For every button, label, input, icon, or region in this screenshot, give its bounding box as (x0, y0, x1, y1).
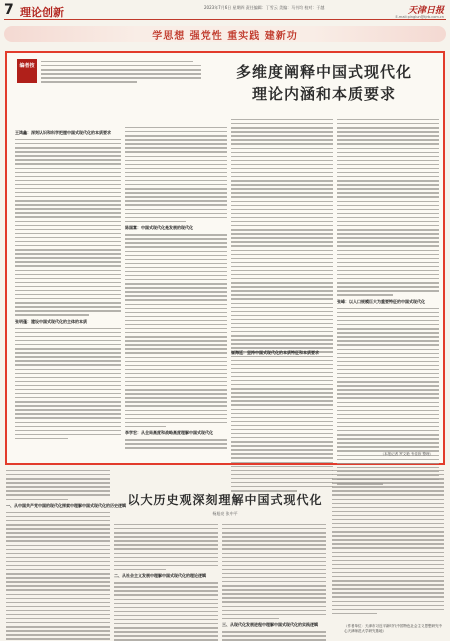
subhead-2: 陈国富：中国式现代化是发展的现代化 (125, 225, 193, 231)
column-3 (231, 119, 333, 494)
lower-column-1 (6, 470, 126, 641)
masthead (4, 2, 446, 20)
subhead-6: 张峰：以人口规模巨大为重要特征的中国式现代化 (337, 298, 425, 304)
subhead-3: 张明蓬：建设中国式现代化的主体的本质 (15, 318, 87, 324)
article-headline (209, 61, 439, 105)
lower-column-3 (222, 524, 326, 641)
author-affiliation: （作者单位：天津市习近平新时代中国特色社会主义思想研究中心天津师范大学研究基地） (344, 624, 442, 633)
slogan-banner (4, 22, 446, 46)
subhead-1: 王鸿鑫：深刻认识和科学把握中国式现代化的本质要求 (15, 130, 111, 135)
column-4 (337, 119, 439, 487)
slogan-text: 学思想 强党性 重实践 建新功 (152, 31, 298, 42)
lower-subhead-3: 三、从现代化发展进程中理解中国式现代化的实践逻辑 (222, 622, 318, 628)
column-3-lower (231, 347, 441, 359)
headline-line-2: 理论内涵和本质要求 (251, 85, 396, 103)
section-title: 理论创新 (20, 6, 64, 19)
headline-line-1: 多维度阐释中国式现代化 (235, 63, 412, 81)
subhead-5: 崔海廷：坚持中国式现代化的本质特征和本质要求 (231, 350, 319, 355)
issue-info: 2023年7月6日 星期四 责任编辑：丁雪云 美编：马书均 校对：于越 (204, 5, 325, 10)
lower-article-title: 以大历史观深刻理解中国式现代化 (127, 493, 323, 507)
contact-email: E-mail:pinglun@tjrb.com.cn (395, 15, 444, 19)
article-byline: （本报记者 罗文艳 韦佳欣 整理） (380, 452, 433, 456)
lower-article-author: 杨旭亮 张中平 (212, 511, 238, 516)
subhead-4: 李学宏：从全局高度和战略高度理解中国式现代化 (125, 430, 213, 436)
lower-subhead-1: 一、从中国共产党中国的现代化探索中理解中国式现代化的历史逻辑 (6, 502, 126, 508)
lower-subhead-2: 二、从社会主义发展中理解中国式现代化的理论逻辑 (114, 573, 206, 579)
lower-column-2 (114, 524, 218, 641)
brand-logo: 天津日报 (407, 6, 444, 16)
lower-column-4 (332, 470, 444, 617)
intro-text (41, 61, 201, 85)
page-number: 7 (4, 2, 14, 18)
column-2 (125, 127, 227, 451)
column-1 (15, 127, 121, 442)
editor-note-tag: 编者按 (17, 59, 37, 83)
main-article (5, 51, 445, 465)
